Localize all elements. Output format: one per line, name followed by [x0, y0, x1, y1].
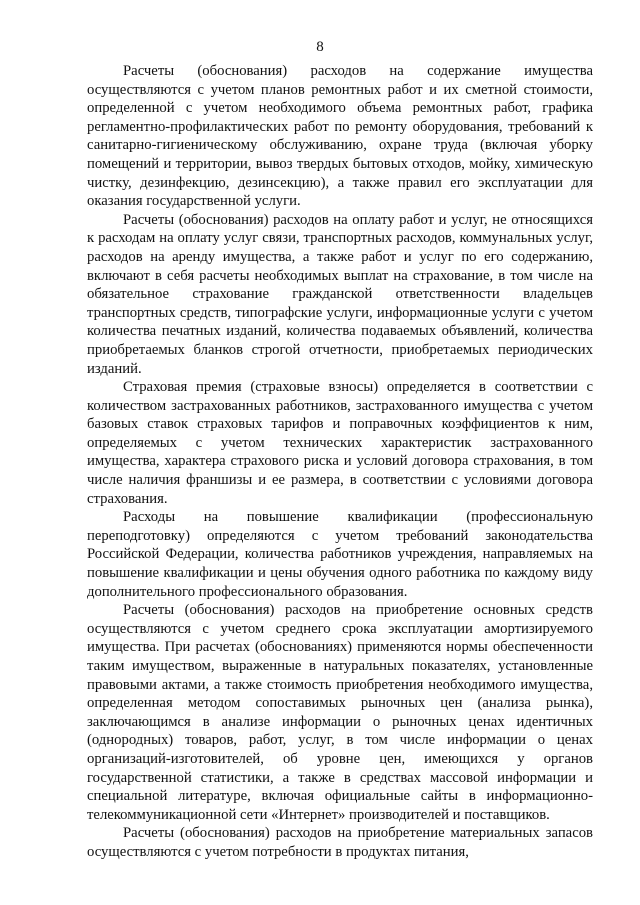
paragraph-material-stocks: Расчеты (обоснования) расходов на приобретение материальных запасов осуществляются с учетом потребности в продуктах питания, [87, 825, 593, 860]
page-number: 8 [316, 39, 324, 55]
paragraph-qualification-training: Расходы на повышение квалификации (профессиональную переподготовку) определяются с учетом требований законодательства Российской Федерации, количества работников учреждения, направляемых на повышение квалификации и цены обучения одного работника по каждому виду дополнительного профессионального образования. [87, 509, 593, 600]
paragraph-fixed-assets: Расчеты (обоснования) расходов на приобретение основных средств осуществляются с учетом среднего срока эксплуатации амортизируемого имущества. При расчетах (обоснованиях) применяются нормы обеспеченности таким имуществом, выраженные в натуральных показателях, установленные правовыми актами, а также стоимость приобретения необходимого имущества, определенная методом сопоставимых рыночных цен (анализа рынка), заключающимся в анализе информации о рыночных ценах идентичных (однородных) товаров, работ, услуг, в том числе информации о ценах организаций-изготовителей, об уровне цен, имеющихся у органов государственной статистики, а также в средствах массовой информации и специальной литературе, включая официальные сайты в информационно-телекоммуникационной сети «Интернет» производителей и поставщиков. [87, 602, 593, 823]
document-body [87, 62, 593, 862]
paragraph-works-and-services: Расчеты (обоснования) расходов на оплату работ и услуг, не относящихся к расходам на оплату услуг связи, транспортных расходов, коммунальных услуг, расходов на аренду имущества, а также работ и услуг по его содержанию, включают в себя расчеты необходимых выплат на страхование, в том числе на обязательное страхование гражданской ответственности владельцев транспортных средств, типографские услуги, информационные услуги с учетом количества печатных изданий, количества подаваемых объявлений, количества приобретаемых бланков строгой отчетности, приобретаемых периодических изданий. [87, 211, 593, 377]
paragraph-property-maintenance: Расчеты (обоснования) расходов на содержание имущества осуществляются с учетом планов ремонтных работ и их сметной стоимости, определенной с учетом необходимого объема ремонтных работ, графика регламентно-профилактических работ по ремонту оборудования, требований к санитарно-гигиеническому обслуживанию, охране труда (включая уборку помещений и территории, вывоз твердых бытовых отходов, мойку, химическую чистку, дезинфекцию, дезинсекцию), а также правил его эксплуатации для оказания государственной услуги. [87, 63, 593, 210]
paragraph-insurance-premium: Страховая премия (страховые взносы) определяется в соответствии с количеством застрахованных работников, застрахованного имущества с учетом базовых ставок страховых тарифов и поправочных коэффициентов к ним, определяемых с учетом технических характеристик застрахованного имущества, характера страхового риска и условий договора страхования, в том числе наличия франшизы и ее размера, в соответствии с условиями договора страхования. [87, 379, 593, 507]
